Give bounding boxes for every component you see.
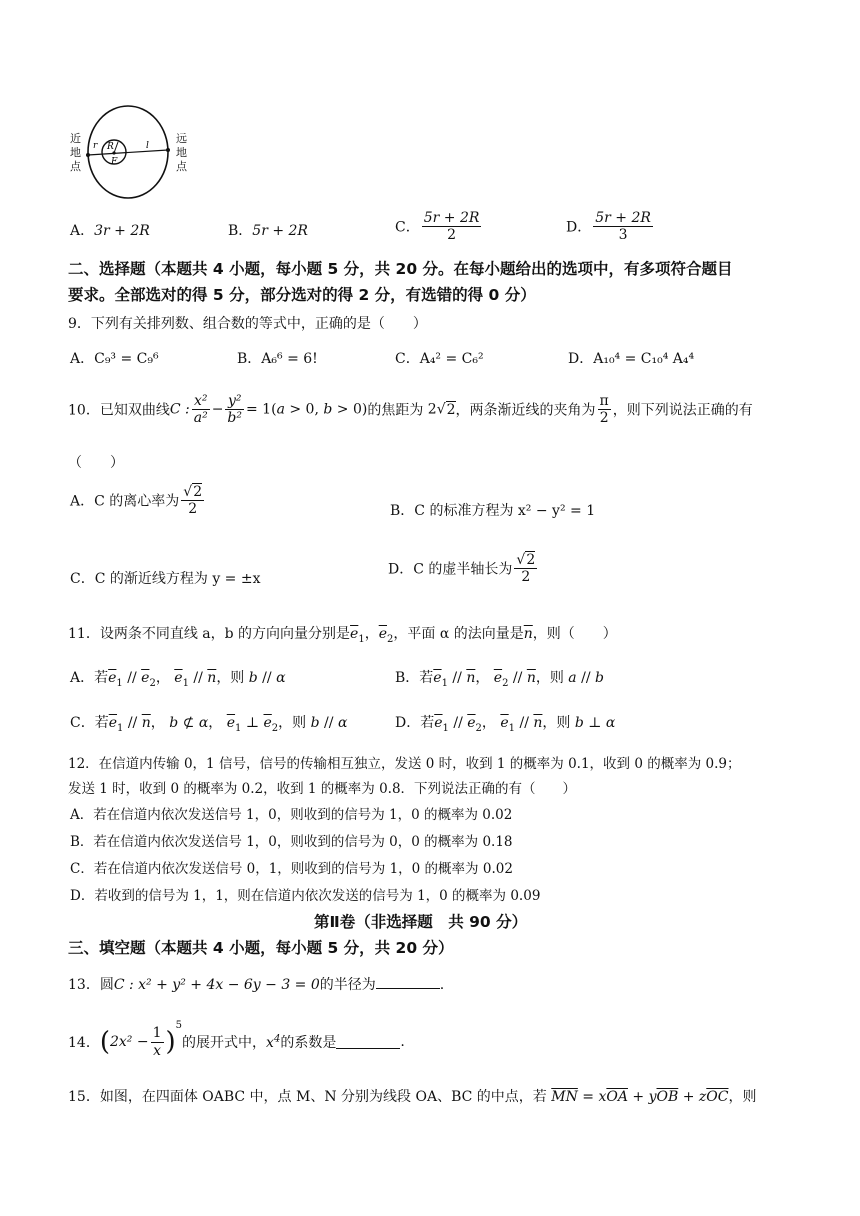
q8-d-denominator: 3: [618, 227, 628, 244]
q11-option-b: B．若$\overline{e}_1 // \overline{n}$， $\overline{e}_2 // \overline{n}$，则 a // b: [395, 670, 604, 689]
q14: 14．(2x² − $\frac{1}{x}$ )$^5$的展开式中，$x^4$的系数是 .: [68, 1020, 405, 1059]
q8-option-c: [395, 210, 483, 243]
q10-stem-c: ，两条渐近线的夹角为: [455, 402, 596, 419]
q9-stem: 9．下列有关排列数、组合数的等式中，正确的是（ ）: [68, 316, 427, 332]
q12-option-b: B．若在信道内依次发送信号 1，0，则收到的信号为 0，0 的概率为 0.18: [70, 834, 513, 850]
q9-option-b: B．A₆⁶ = 6!: [237, 351, 318, 367]
section2-heading-line2: 要求。全部选对的得 5 分，部分选对的得 2 分，有选错的得 0 分）: [68, 286, 536, 304]
q10-option-a: [70, 484, 206, 517]
q10-frac-x: $\frac{\text{x²}}{\text{a²}}$: [193, 393, 208, 427]
section3-heading: 三、填空题（本题共 4 小题，每小题 5 分，共 20 分）: [68, 939, 454, 957]
q13: 13．圆C : x² + y² + 4x − 6y − 3 = 0的半径为 .: [68, 977, 445, 993]
F-label: F: [111, 157, 118, 167]
q8-option-c-letter: C．: [395, 219, 420, 236]
r-label: r: [93, 141, 98, 151]
q10-focal-length: 2√2: [423, 401, 456, 418]
q8-option-a-letter: A．: [70, 223, 95, 239]
R-label: R: [107, 142, 114, 152]
q10-option-d: [388, 552, 539, 585]
q10-frac-pi: $\frac{\pi}{2}$: [599, 393, 609, 427]
q11-stem: 11．设两条不同直线 a，b 的方向向量分别是$\overline{e}_1$，$\overline{e}_2$，平面 α 的法向量是$\overline{n}$，则（ ）: [68, 626, 617, 645]
q8-c-denominator: 2: [447, 227, 457, 244]
part2-title: 第Ⅱ卷（非选择题 共 90 分）: [314, 913, 528, 931]
q8-option-a-text: 3r + 2R: [94, 223, 150, 239]
q10-option-c: C．C 的渐近线方程为 y = ±x: [70, 571, 261, 587]
q11-option-a: A．若$\overline{e}_1 // \overline{e}_2$， $\overline{e}_1 // \overline{n}$，则 b // α: [70, 670, 286, 689]
q8-option-b-text: 5r + 2R: [252, 223, 308, 239]
q13-equation: C : x² + y² + 4x − 6y − 3 = 0: [113, 977, 320, 993]
q13-suffix: 的半径为: [319, 977, 376, 993]
q11-vector-n: $\overline{n}$: [523, 626, 533, 642]
q9-option-c: C．A₄² = C₆²: [395, 351, 484, 367]
q8-option-b: [228, 220, 308, 240]
q10-stem: 10．已知双曲线C : $\frac{\text{x²}}{\text{a²}}$ − $\frac{\text{y²}}{\text{b²}}$ = 1(a > 0, b > 0)的焦距为 2√2，两条渐近线的夹角为 $\frac{\pi}{2}$ ，则下列说法正确的有: [68, 393, 753, 427]
q14-answer-blank[interactable]: [336, 1036, 400, 1049]
q11-option-c: C．若$\overline{e}_1 // \overline{n}$， b ⊄ α， $\overline{e}_1$ ⊥ $\overline{e}_2$，则 b // α: [70, 715, 348, 734]
q9-option-d: D．A₁₀⁴ = C₁₀⁴ A₄⁴: [568, 351, 695, 367]
q10-option-a-fraction: $\frac{√2}{2}$: [183, 484, 203, 518]
q12-stem-line1: 12．在信道内传输 0，1 信号，信号的传输相互独立，发送 0 时，收到 1 的概率为 0.1，收到 0 的概率为 0.9；: [68, 756, 741, 772]
q13-prefix: 13．圆: [68, 977, 114, 993]
q8-d-numerator: 5r + 2R: [595, 210, 651, 226]
q14-expression: (: [99, 1027, 110, 1057]
q8-option-c-fraction: [422, 210, 482, 243]
q14-prefix: 14．: [68, 1035, 100, 1051]
q11-stem-b: ，平面 α 的法向量是: [393, 626, 524, 642]
q10-curve-name: C :: [169, 401, 190, 418]
q11-stem-c: ，则（ ）: [532, 626, 617, 642]
q14-frac: $\frac{1}{x}$: [152, 1025, 162, 1059]
q12-option-c: C．若在信道内依次发送信号 0，1，则收到的信号为 1，0 的概率为 0.02: [70, 861, 513, 877]
q8-option-d: [566, 210, 655, 243]
q10-option-d-fraction: $\frac{√2}{2}$: [516, 552, 536, 586]
q14-middle: 的展开式中，: [182, 1035, 267, 1051]
near-point-label: 近地点: [70, 132, 81, 173]
q15-text: 15．如图，在四面体 OABC 中，点 M、N 分别为线段 OA、BC 的中点，若: [68, 1089, 547, 1105]
l-label: l: [146, 141, 149, 151]
q8-option-d-letter: D．: [566, 219, 592, 236]
q8-option-a: [70, 220, 150, 240]
q11-vector-e1: $\overline{e}_1$: [350, 626, 365, 645]
q8-option-d-fraction: [593, 210, 653, 243]
q12-option-d: D．若收到的信号为 1，1，则在信道内依次发送的信号为 1，0 的概率为 0.09: [70, 888, 541, 904]
q8-c-numerator: 5r + 2R: [423, 210, 480, 226]
q10-option-b: B．C 的标准方程为 x² − y² = 1: [390, 503, 596, 519]
q10-stem-b: 的焦距为: [367, 402, 424, 419]
q11-vector-e2: $\overline{e}_2$: [378, 626, 394, 645]
q10-option-d-text: D．C 的虚半轴长为: [388, 561, 513, 578]
q15-end: ，则: [728, 1089, 757, 1105]
q10-option-a-text: A．C 的离心率为: [70, 493, 180, 510]
q11-stem-a: 11．设两条不同直线 a，b 的方向向量分别是: [68, 626, 351, 642]
q10-paren: （ ）: [68, 455, 124, 471]
q10-stem-a: 10．已知双曲线: [68, 402, 170, 419]
q14-suffix: 的系数是: [280, 1035, 337, 1051]
section2-heading-line1: 二、选择题（本题共 4 小题，每小题 5 分，共 20 分。在每小题给出的选项中，有多项符合题目: [68, 260, 733, 278]
q15-vector-equation: $\overline{MN} = x\overline{OA} + y\overline{OB} + z\overline{OC}$: [551, 1089, 729, 1105]
q13-answer-blank[interactable]: [376, 976, 440, 989]
q12-option-a: A．若在信道内依次发送信号 1，0，则收到的信号为 1，0 的概率为 0.02: [70, 807, 513, 823]
q10-frac-y: $\frac{\text{y²}}{\text{b²}}$: [227, 393, 242, 427]
q12-stem-line2: 发送 1 时，收到 0 的概率为 0.2，收到 1 的概率为 0.8．下列说法正确的有（ ）: [68, 781, 577, 797]
far-point-label: 远地点: [176, 132, 187, 173]
q11-option-d: D．若$\overline{e}_1 // \overline{e}_2$， $\overline{e}_1 // \overline{n}$，则 b ⊥ α: [395, 715, 616, 734]
q10-stem-d: ，则下列说法正确的有: [612, 402, 753, 419]
q9-option-a: A．C₉³ = C₉⁶: [70, 351, 159, 367]
q15: [68, 1086, 757, 1106]
q8-option-b-letter: B．: [228, 223, 253, 239]
